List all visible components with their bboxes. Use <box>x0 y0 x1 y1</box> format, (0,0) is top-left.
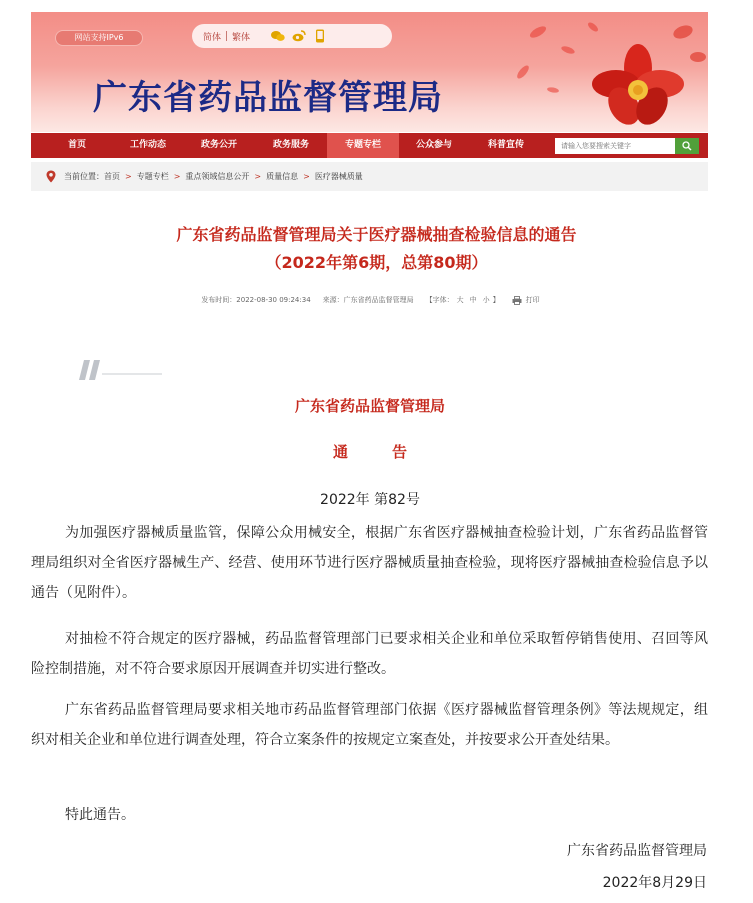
article-meta <box>0 293 753 307</box>
font-size-label: 【字体： <box>425 296 454 304</box>
breadcrumb <box>31 162 708 191</box>
signature-date: 2022年8月29日 <box>602 875 707 891</box>
paragraph-4: 特此通告。 <box>65 807 135 823</box>
location-pin-icon <box>46 170 56 183</box>
signature-org: 广东省药品监督管理局 <box>567 843 707 859</box>
main-nav <box>31 133 708 158</box>
printer-icon <box>512 296 522 305</box>
article-title-line2: （2022年第6期，总第80期） <box>265 253 488 272</box>
paragraph-1: 为加强医疗器械质量监管，保障公众用械安全，根据广东省医疗器械抽查检验计划，广东省药品监督管理局组织对全省医疗器械生产、经营、使用环节进行医疗器械质量抽查检验，现将医疗器械抽查检验信息予以通告（见附件）。 <box>31 525 708 601</box>
font-size-switcher <box>426 295 500 305</box>
chevron-right-icon: > <box>303 172 310 181</box>
nav-item-special-topics[interactable]: 专题专栏 <box>327 133 399 158</box>
issuer-heading: 广东省药品监督管理局 <box>294 397 445 415</box>
site-banner <box>31 12 708 132</box>
issue-number: 2022年 第82号 <box>320 492 420 508</box>
article-title-line1: 广东省药品监督管理局关于医疗器械抽查检验信息的通告 <box>176 225 577 244</box>
nav-item-work-news[interactable]: 工作动态 <box>129 140 166 150</box>
lang-traditional-link[interactable]: 繁体 <box>232 32 251 43</box>
paragraph-2: 对抽检不符合规定的医疗器械，药品监督管理部门已要求相关企业和单位采取暂停销售使用、召回等风险控制措施，对不符合要求原因开展调查并切实进行整改。 <box>31 631 708 677</box>
nav-item-public-participation[interactable]: 公众参与 <box>415 140 452 150</box>
search-box <box>555 138 699 154</box>
print-label: 打印 <box>525 296 540 304</box>
chevron-right-icon: > <box>254 172 262 181</box>
print-button[interactable] <box>512 295 540 305</box>
ipv6-badge: 网站支持IPv6 <box>55 30 143 46</box>
font-large-link[interactable]: 大 <box>456 296 464 304</box>
mobile-icon[interactable] <box>313 29 327 43</box>
breadcrumb-item-special-topics[interactable]: 专题专栏 <box>136 172 169 181</box>
search-button[interactable] <box>675 138 699 154</box>
search-input[interactable] <box>555 138 667 154</box>
site-title: 广东省药品监督管理局 <box>93 78 443 118</box>
chevron-right-icon: > <box>173 172 181 181</box>
search-icon <box>682 141 692 151</box>
notice-heading: 通告 <box>332 443 451 461</box>
lang-simplified-link[interactable]: 简体 <box>203 32 222 43</box>
article-source: 来源：广东省药品监督管理局 <box>322 296 414 304</box>
flower-decoration-icon <box>498 12 708 132</box>
paragraph-3: 广东省药品监督管理局要求相关地市药品监督管理部门依据《医疗器械监督管理条例》等法规规定，组织对相关企业和单位进行调查处理，符合立案条件的按规定立案查处，并按要求公开查处结果。 <box>31 702 708 748</box>
wechat-icon[interactable] <box>271 29 285 43</box>
nav-item-home[interactable]: 首页 <box>67 140 86 150</box>
weibo-icon[interactable] <box>292 29 306 43</box>
publish-time: 发布时间：2022-08-30 09:24:34 <box>201 296 311 304</box>
font-size-end: 】 <box>492 296 500 304</box>
top-toolbar <box>192 24 392 48</box>
font-small-link[interactable]: 小 <box>482 296 490 304</box>
nav-item-gov-services[interactable]: 政务服务 <box>272 140 309 150</box>
nav-item-science-popularization[interactable]: 科普宣传 <box>487 140 524 150</box>
breadcrumb-item-device-quality[interactable]: 医疗器械质量 <box>314 172 363 181</box>
nav-item-gov-affairs[interactable]: 政务公开 <box>200 140 237 150</box>
font-medium-link[interactable]: 中 <box>469 296 477 304</box>
chevron-right-icon: > <box>125 172 132 181</box>
breadcrumb-item-key-areas[interactable]: 重点领域信息公开 <box>185 172 250 181</box>
breadcrumb-item-home[interactable]: 首页 <box>104 172 120 181</box>
breadcrumb-item-quality-info[interactable]: 质量信息 <box>266 172 299 181</box>
quote-mark-icon <box>78 360 164 380</box>
breadcrumb-prefix: 当前位置： <box>64 172 104 181</box>
